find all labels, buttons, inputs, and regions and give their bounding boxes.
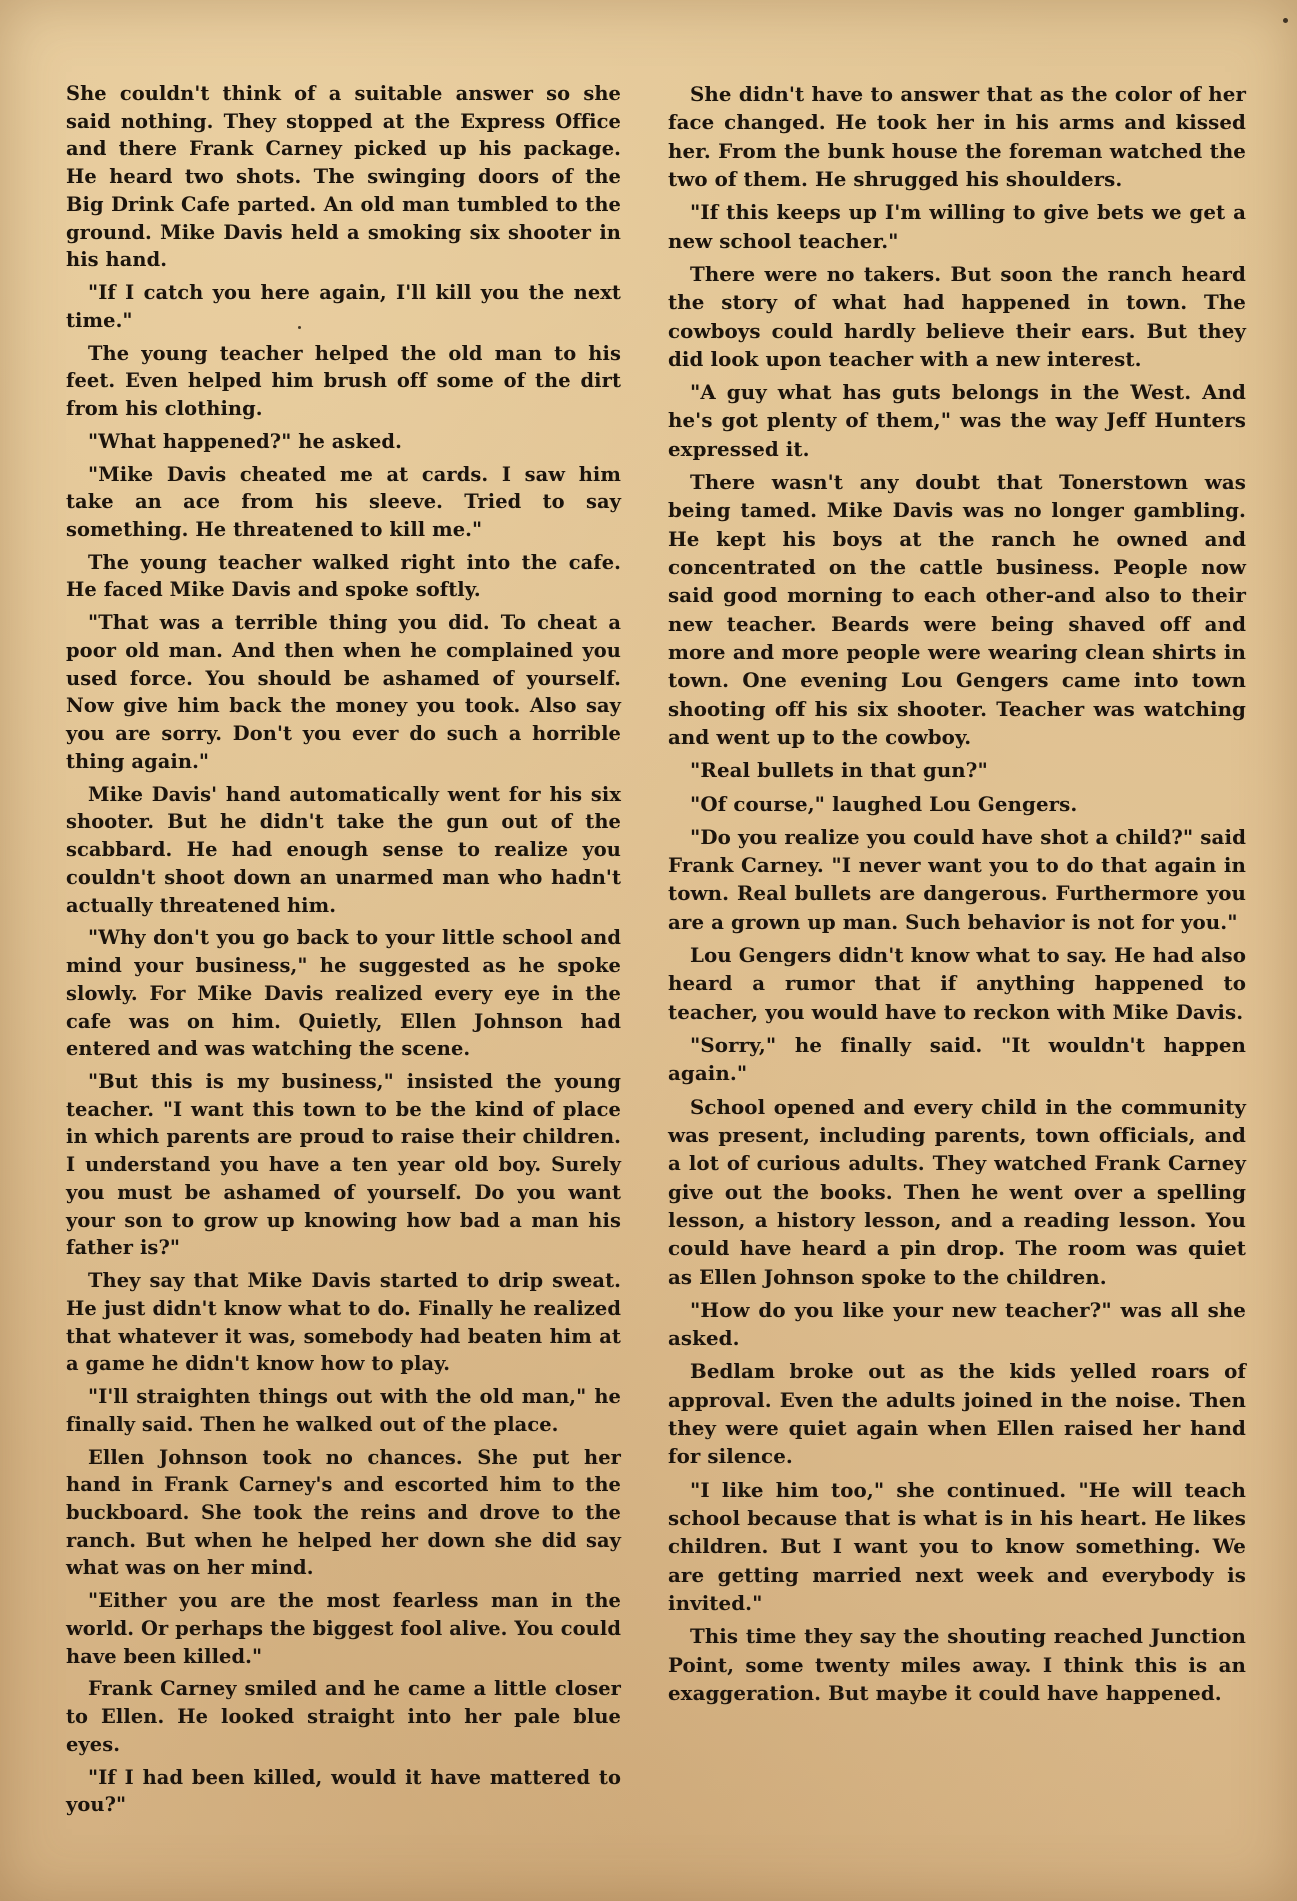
paragraph: "How do you like your new teacher?" was all she asked.: [668, 1297, 1246, 1351]
paragraph: "Why don't you go back to your little school and mind your business," he suggested as he spoke slowly. For Mike Davis realized every eye in the cafe was on him. Quietly, Ellen Johnson had entered and was watching the scene.: [66, 926, 621, 1061]
paragraph: Mike Davis' hand automatically went for his six shooter. But he didn't take the gun out of the scabbard. He had enough sense to realize you couldn't shoot down an unarmed man who hadn't actually threatened him.: [66, 782, 621, 917]
paragraph: "Sorry," he finally said. "It wouldn't happen again.": [668, 1033, 1246, 1086]
paragraph: "Mike Davis cheated me at cards. I saw him take an ace from his sleeve. Tried to say something. He threatened to kill me.": [66, 462, 621, 542]
paragraph: The young teacher walked right into the cafe. He faced Mike Davis and spoke softly.: [66, 550, 621, 602]
paragraph: "Of course," laughed Lou Gengers.: [690, 791, 1078, 816]
paragraph: "If this keeps up I'm willing to give bets we get a new school teacher.": [668, 200, 1246, 253]
paragraph: "I'll straighten things out with the old man," he finally said. Then he walked out of the place.: [66, 1385, 621, 1436]
paragraph: Bedlam broke out as the kids yelled roars of approval. Even the adults joined in the noise. Then they were quiet again when Ellen raised her hand for silence.: [668, 1359, 1246, 1469]
paragraph: "Do you realize you could have shot a child?" said Frank Carney. "I never want you to do that again in town. Real bullets are dangerous. Furthermore you are a grown up man. Such behavior is not for you.": [668, 824, 1246, 934]
paragraph: "If I catch you here again, I'll kill you the next time.": [66, 281, 621, 332]
paragraph: "Real bullets in that gun?": [690, 758, 988, 783]
paragraph: "That was a terrible thing you did. To cheat a poor old man. And then when he complained you used force. You should be ashamed of yourself. Now give him back the money you took. Also say you are sorry. Don't you ever do such a horrible thing again.": [66, 611, 621, 773]
paragraph: "I like him too," she continued. "He will teach school because that is what is in his heart. He likes children. But I want you to know something. We are getting married next week and everybody is invited.": [668, 1477, 1246, 1615]
ink-speck: [1283, 18, 1288, 23]
paragraph: "Either you are the most fearless man in the world. Or perhaps the biggest fool alive. You could have been killed.": [66, 1589, 621, 1668]
paragraph: Lou Gengers didn't know what to say. He had also heard a rumor that if anything happened to teacher, you would have to reckon with Mike Davis.: [668, 943, 1246, 1024]
paragraph: School opened and every child in the community was present, including parents, town officials, and a lot of curious adults. They watched Frank Carney give out the books. Then he went over a spelling lesson, a history lesson, and a reading lesson. You could have heard a pin drop. The room was quiet as Ellen Johnson spoke to the children.: [668, 1094, 1246, 1289]
paragraph: Frank Carney smiled and he came a little closer to Ellen. He looked straight into her pale blue eyes.: [66, 1677, 621, 1756]
story-column-left: [66, 80, 621, 1824]
paragraph: She didn't have to answer that as the color of her face changed. He took her in his arms and kissed her. From the bunk house the foreman watched the two of them. He shrugged his shoulders.: [668, 82, 1246, 191]
paragraph: There were no takers. But soon the ranch heard the story of what had happened in town. The cowboys could hardly believe their ears. But they did look upon teacher with a new interest.: [668, 261, 1246, 371]
story-column-right: [668, 80, 1246, 1712]
paragraph: There wasn't any doubt that Tonerstown was being tamed. Mike Davis was no longer gambling. He kept his boys at the ranch he owned and concentrated on the cattle business. People now said good morning to each other-and also to their new teacher. Beards were being shaved off and more and more people were wearing clean shirts in town. One evening Lou Gengers came into town shooting off his six shooter. Teacher was watching and went up to the cowboy.: [668, 470, 1246, 749]
paragraph: The young teacher helped the old man to his feet. Even helped him brush off some of the dirt from his clothing.: [66, 341, 621, 421]
paragraph: She couldn't think of a suitable answer so she said nothing. They stopped at the Express Office and there Frank Carney picked up his package. He heard two shots. The swinging doors of the Big Drink Cafe parted. An old man tumbled to the ground. Mike Davis held a smoking six shooter in his hand.: [66, 82, 621, 272]
paragraph: "If I had been killed, would it have mattered to you?": [66, 1765, 621, 1817]
paragraph: Ellen Johnson took no chances. She put her hand in Frank Carney's and escorted him to the buckboard. She took the reins and drove to the ranch. But when he helped her down she did say what was on her mind.: [66, 1445, 621, 1580]
paragraph: This time they say the shouting reached Junction Point, some twenty miles away. I think this is an exaggeration. But maybe it could have happened.: [668, 1624, 1246, 1705]
paragraph: "What happened?" he asked.: [88, 429, 402, 453]
paragraph: "But this is my business," insisted the young teacher. "I want this town to be the kind of place in which parents are proud to raise their children. I understand you have a ten year old boy. Surely you must be ashamed of yourself. Do you want your son to grow up knowing how bad a man his father is?": [66, 1069, 621, 1260]
paragraph: They say that Mike Davis started to drip sweat. He just didn't know what to do. Finally he realized that whatever it was, somebody had beaten him at a game he didn't know how to play.: [66, 1269, 621, 1376]
paragraph: "A guy what has guts belongs in the West. And he's got plenty of them," was the way Jeff Hunters expressed it.: [668, 380, 1246, 461]
